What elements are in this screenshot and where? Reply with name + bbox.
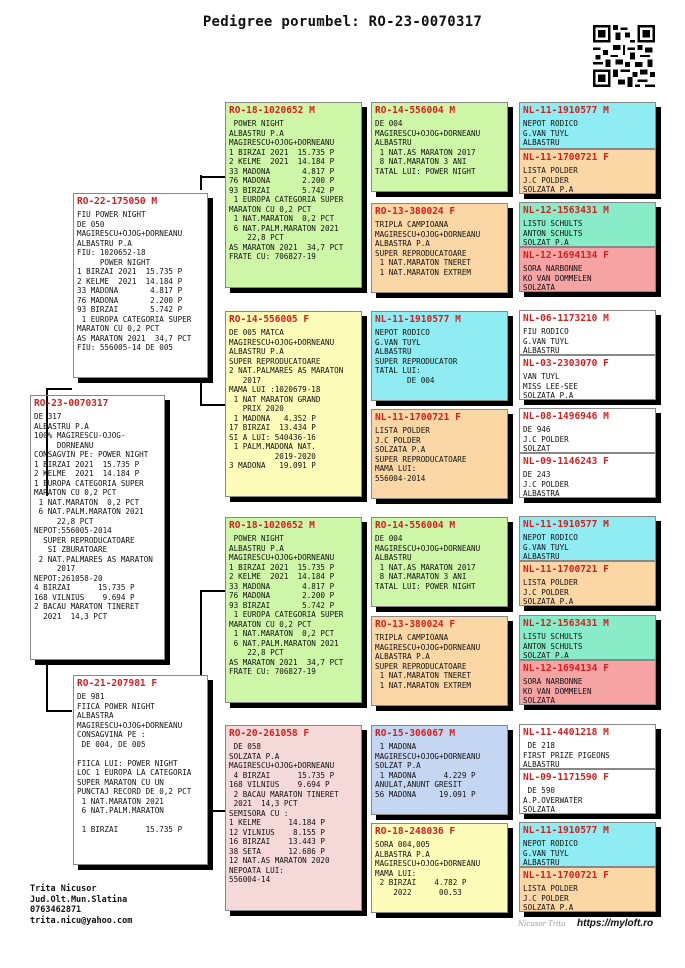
card-details: DE 317 ALBASTRU P.A 100% MAGIRESCU-OJOG- DORNEANU CONSAGVIN PE: POWER NIGHT 1 BIRZAI 2021 15.735 P 2 KELME 2021 14.184 P 1 EUROPA CATEGORIA SUPER MARATON CU 0,2 PCT 1 NAT.MARATON 0,2 PCT 6 NAT.PALM.MARATON 2021 22,8 PCT NEPOT:556005-2014 SUPER REPRODUCATOARE SI ZBURATOARE 2 NAT.PALMARES AS MARATON 2017 NEPOT:261058-20 4 BIRZAI 15.735 P 168 VILNIUS 9.694 P 2 BACAU MARATON TINERET 2021 14,3 PCT [34,412,153,621]
ring-number: RO-14-556005 F [229,314,310,325]
pedigree-card-gen4[interactable] [519,724,656,769]
ring-number: RO-14-556004 M [375,520,456,531]
ring-number: NL-11-4401218 M [523,727,609,738]
ring-number: RO-20-261058 F [229,728,310,739]
ring-number: RO-18-1020652 M [229,105,315,116]
pedigree-card-gen4[interactable] [519,149,656,194]
ring-number: NL-11-1910577 M [375,314,461,325]
pedigree-card-gen3[interactable] [371,725,508,815]
qr-code [593,25,655,87]
ring-number: RO-13-380024 F [375,206,456,217]
card-details: 1 MADONA MAGIRESCU+OJOG+DORNEANU SOLZAT P.A 1 MADONA 4.229 P ANULAT,ANUNT GRESIT 56 MADONA 19.091 P [375,742,481,799]
ring-number: NL-12-1694134 F [523,250,609,261]
card-details: DE 004 MAGIRESCU+OJOG+DORNEANU ALBASTRU 1 NAT.AS MARATON 2017 8 NAT.MARATON 3 ANI TATAL LUI: POWER NIGHT [375,119,481,176]
pedigree-card-gen4[interactable] [519,660,656,705]
pedigree-card-gen4[interactable] [519,355,656,400]
ring-number: RO-18-248036 F [375,826,456,837]
card-details: DE 004 MAGIRESCU+OJOG+DORNEANU ALBASTRU 1 NAT.AS MARATON 2017 8 NAT.MARATON 3 ANI TATAL LUI: POWER NIGHT [375,534,481,591]
card-details: DE 243 J.C POLDER ALBASTRA [523,470,569,498]
page-title: Pedigree porumbel: RO-23-0070317 [202,14,483,30]
pedigree-card-sire[interactable] [73,193,208,378]
pedigree-card-gen4[interactable] [519,453,656,498]
card-details: DE 005 MATCA MAGIRESCU+OJOG+DORNEANU ALBASTRU P.A SUPER REPRODUCATOARE 2 NAT.PALMARES AS MARATON 2017 MAMA LUI :1020679-18 1 NAT MARATON GRAND PRIX 2020 1 MADONA 4.352 P 17 BIRZAI 13.434 P SI A LUI: 540436-16 1 PALM.MADONA NAT. 2019-2020 3 MADONA 19.091 P [229,328,344,470]
ring-number: NL-11-1910577 M [523,519,609,530]
ring-number: RO-18-1020652 M [229,520,315,531]
card-details: FIU POWER NIGHT DE 050 MAGIRESCU+OJOG+DORNEANU ALBASTRU P.A FIU: 1020652-18 POWER NIGHT 1 BIRZAI 2021 15.735 P 2 KELME 2021 14.184 P 33 MADONA 4.817 P 76 MADONA 2.200 P 93 BIRZAI 5.742 P 1 EUROPA CATEGORIA SUPER MARATON CU 0,2 PCT AS MARATON 2021 34,7 PCT FIU: 556005-14 DE 005 [77,210,192,352]
ring-number: RO-15-306067 M [375,728,456,739]
pedigree-card-gen2[interactable] [225,102,362,288]
ring-number: NL-11-1700721 F [523,870,609,881]
pedigree-card-dam[interactable] [73,675,208,865]
ring-number: NL-12-1694134 F [523,663,609,674]
pedigree-card-gen4[interactable] [519,408,656,453]
card-details: DE 946 J.C POLDER SOLZAT [523,425,569,453]
connector-line [200,404,225,406]
ring-number: RO-21-207981 F [77,678,158,689]
ring-number: NL-11-1700721 F [523,564,609,575]
pedigree-card-gen4[interactable] [519,310,656,355]
signature: Nicusor Trita [518,920,566,928]
card-details: NEPOT RODICO G.VAN TUYL ALBASTRU [523,839,578,867]
connector-line [46,388,72,390]
card-details: VAN TUYL MISS LEE-SEE SOLZATA P.A [523,372,578,400]
card-details: DE 218 FIRST PRIZE PIGEONS ALBASTRU [523,741,610,769]
pedigree-card-gen3[interactable] [371,823,508,913]
card-details: NEPOT RODICO G.VAN TUYL ALBASTRU [523,533,578,561]
card-details: LISTU SCHULTS ANTON SCHULTS SOLZAT P.A [523,632,583,660]
card-details: LISTA POLDER J.C POLDER SOLZATA P.A [523,166,578,194]
pedigree-card-gen4[interactable] [519,247,656,292]
pedigree-card-gen4[interactable] [519,516,656,561]
pedigree-card-gen4[interactable] [519,561,656,606]
card-details: SORA NARBONNE KO VAN DOMMELEN SOLZATA [523,264,592,292]
card-details: POWER NIGHT ALBASTRU P.A MAGIRESCU+OJOG+DORNEANU 1 BIRZAI 2021 15.735 P 2 KELME 2021 14.184 P 33 MADONA 4.817 P 76 MADONA 2.200 P 93 BIRZAI 5.742 P 1 EUROPA CATEGORIA SUPER MARATON CU 0,2 PCT 1 NAT.MARATON 0,2 PCT 6 NAT.PALM.MARATON 2021 22,8 PCT AS MARATON 2021 34,7 PCT FRATE CU: 706827-19 [229,534,344,676]
connector-line [46,664,48,712]
ring-number: RO-13-380024 F [375,619,456,630]
card-details: LISTA POLDER J.C POLDER SOLZATA P.A [523,578,578,606]
card-details: LISTA POLDER J.C POLDER SOLZATA P.A [523,884,578,912]
card-details: SORA NARBONNE KO VAN DOMMELEN SOLZATA [523,677,592,705]
connector-line [46,710,72,712]
pedigree-card-gen2[interactable] [225,517,362,703]
card-details: NEPOT RODICO G.VAN TUYL ALBASTRU [523,119,578,147]
ring-number: NL-08-1496946 M [523,411,609,422]
card-details: DE 058 SOLZATA P.A MAGIRESCU+OJOG+DORNEANU 4 BIRZAI 15.735 P 168 VILNIUS 9.694 P 2 BACAU MARATON TINERET 2021 14,3 PCT SEMISORA CU : 1 KELME 14.184 P 12 VILNIUS 8.155 P 16 BIRZAI 13.443 P 38 SETA 12.686 P 12 NAT.AS MARATON 2020 NEPOATA LUI: 556004-14 [229,742,339,884]
ring-number: NL-11-1700721 F [523,152,609,163]
pedigree-card-gen3[interactable] [371,517,508,607]
ring-number: NL-06-1173210 M [523,313,609,324]
card-details: LISTU SCHULTS ANTON SCHULTS SOLZAT P.A [523,219,583,247]
card-details: LISTA POLDER J.C POLDER SOLZATA P.A SUPER REPRODUCATOARE MAMA LUI: 556004-2014 [375,426,467,483]
card-details: POWER NIGHT ALBASTRU P.A MAGIRESCU+OJOG+DORNEANU 1 BIRZAI 2021 15.735 P 2 KELME 2021 14.184 P 33 MADONA 4.817 P 76 MADONA 2.200 P 93 BIRZAI 5.742 P 1 EUROPA CATEGORIA SUPER MARATON CU 0,2 PCT 1 NAT.MARATON 0,2 PCT 6 NAT.PALM.MARATON 2021 22,8 PCT AS MARATON 2021 34,7 PCT FRATE CU: 706827-19 [229,119,344,261]
card-details: TRIPLA CAMPIOANA MAGIRESCU+OJOG+DORNEANU ALBASTRA P.A SUPER REPRODUCATOARE 1 NAT.MARATON TNERET 1 NAT.MARATON EXTREM [375,633,481,690]
pedigree-card-gen4[interactable] [519,202,656,247]
pedigree-card-gen3[interactable] [371,203,508,293]
pedigree-card-gen3[interactable] [371,311,508,401]
card-details: DE 981 FIICA POWER NIGHT ALBASTRA MAGIRESCU+OJOG+DORNEANU CONSAGVINA PE : DE 004, DE 005 FIICA LUI: POWER NIGHT LOC 1 EUROPA LA CATEGORIA SUPER MARATON CU UN PUNCTAJ RECORD DE 0,2 PCT 1 NAT.MARATON 2021 6 NAT.PALM.MARATON 1 BIRZAI 15.735 P [77,692,192,834]
card-details: DE 590 A.P.OVERWATER SOLZATA [523,786,583,814]
pedigree-card-subject[interactable] [30,395,165,660]
card-details: SORA 004,005 ALBASTRA P.A MAGIRESCU+OJOG+DORNEANU MAMA LUI: 2 BIRZAI 4.782 P 2022 00.53 [375,840,481,897]
owner-contact: Trita Nicusor Jud.Olt.Mun.Slatina 0763462871 trita.nicu@yahoo.com [30,884,133,926]
card-details: TRIPLA CAMPIOANA MAGIRESCU+OJOG+DORNEANU ALBASTRA P.A SUPER REPRODUCATOARE 1 NAT.MARATON TNERET 1 NAT.MARATON EXTREM [375,220,481,277]
pedigree-card-gen3[interactable] [371,616,508,706]
pedigree-card-gen4[interactable] [519,822,656,867]
ring-number: NL-11-1700721 F [375,412,461,423]
connector-line [200,176,225,178]
pedigree-card-gen2[interactable] [225,725,362,911]
card-details: FIU RODICO G.VAN TUYL ALBASTRU [523,327,569,355]
pedigree-card-gen4[interactable] [519,102,656,149]
ring-number: NL-11-1910577 M [523,105,609,116]
ring-number: NL-03-2303070 F [523,358,609,369]
ring-number: RO-23-0070317 [34,398,109,409]
ring-number: NL-11-1910577 M [523,825,609,836]
pedigree-card-gen3[interactable] [371,102,508,192]
ring-number: NL-09-1146243 F [523,456,609,467]
connector-line [200,590,202,675]
ring-number: RO-14-556004 M [375,105,456,116]
site-link[interactable]: https://myloft.ro [577,918,654,929]
card-details: NEPOT RODICO G.VAN TUYL ALBASTRU SUPER REPRODUCATOR TATAL LUI: DE 004 [375,328,458,385]
ring-number: NL-12-1563431 M [523,618,609,629]
pedigree-card-gen2[interactable] [225,311,362,497]
pedigree-card-gen4[interactable] [519,615,656,660]
ring-number: NL-12-1563431 M [523,205,609,216]
ring-number: NL-09-1171590 F [523,772,609,783]
pedigree-card-gen3[interactable] [371,409,508,499]
ring-number: RO-22-175050 M [77,196,158,207]
pedigree-card-gen4[interactable] [519,769,656,814]
pedigree-card-gen4[interactable] [519,867,656,912]
connector-line [200,590,225,592]
